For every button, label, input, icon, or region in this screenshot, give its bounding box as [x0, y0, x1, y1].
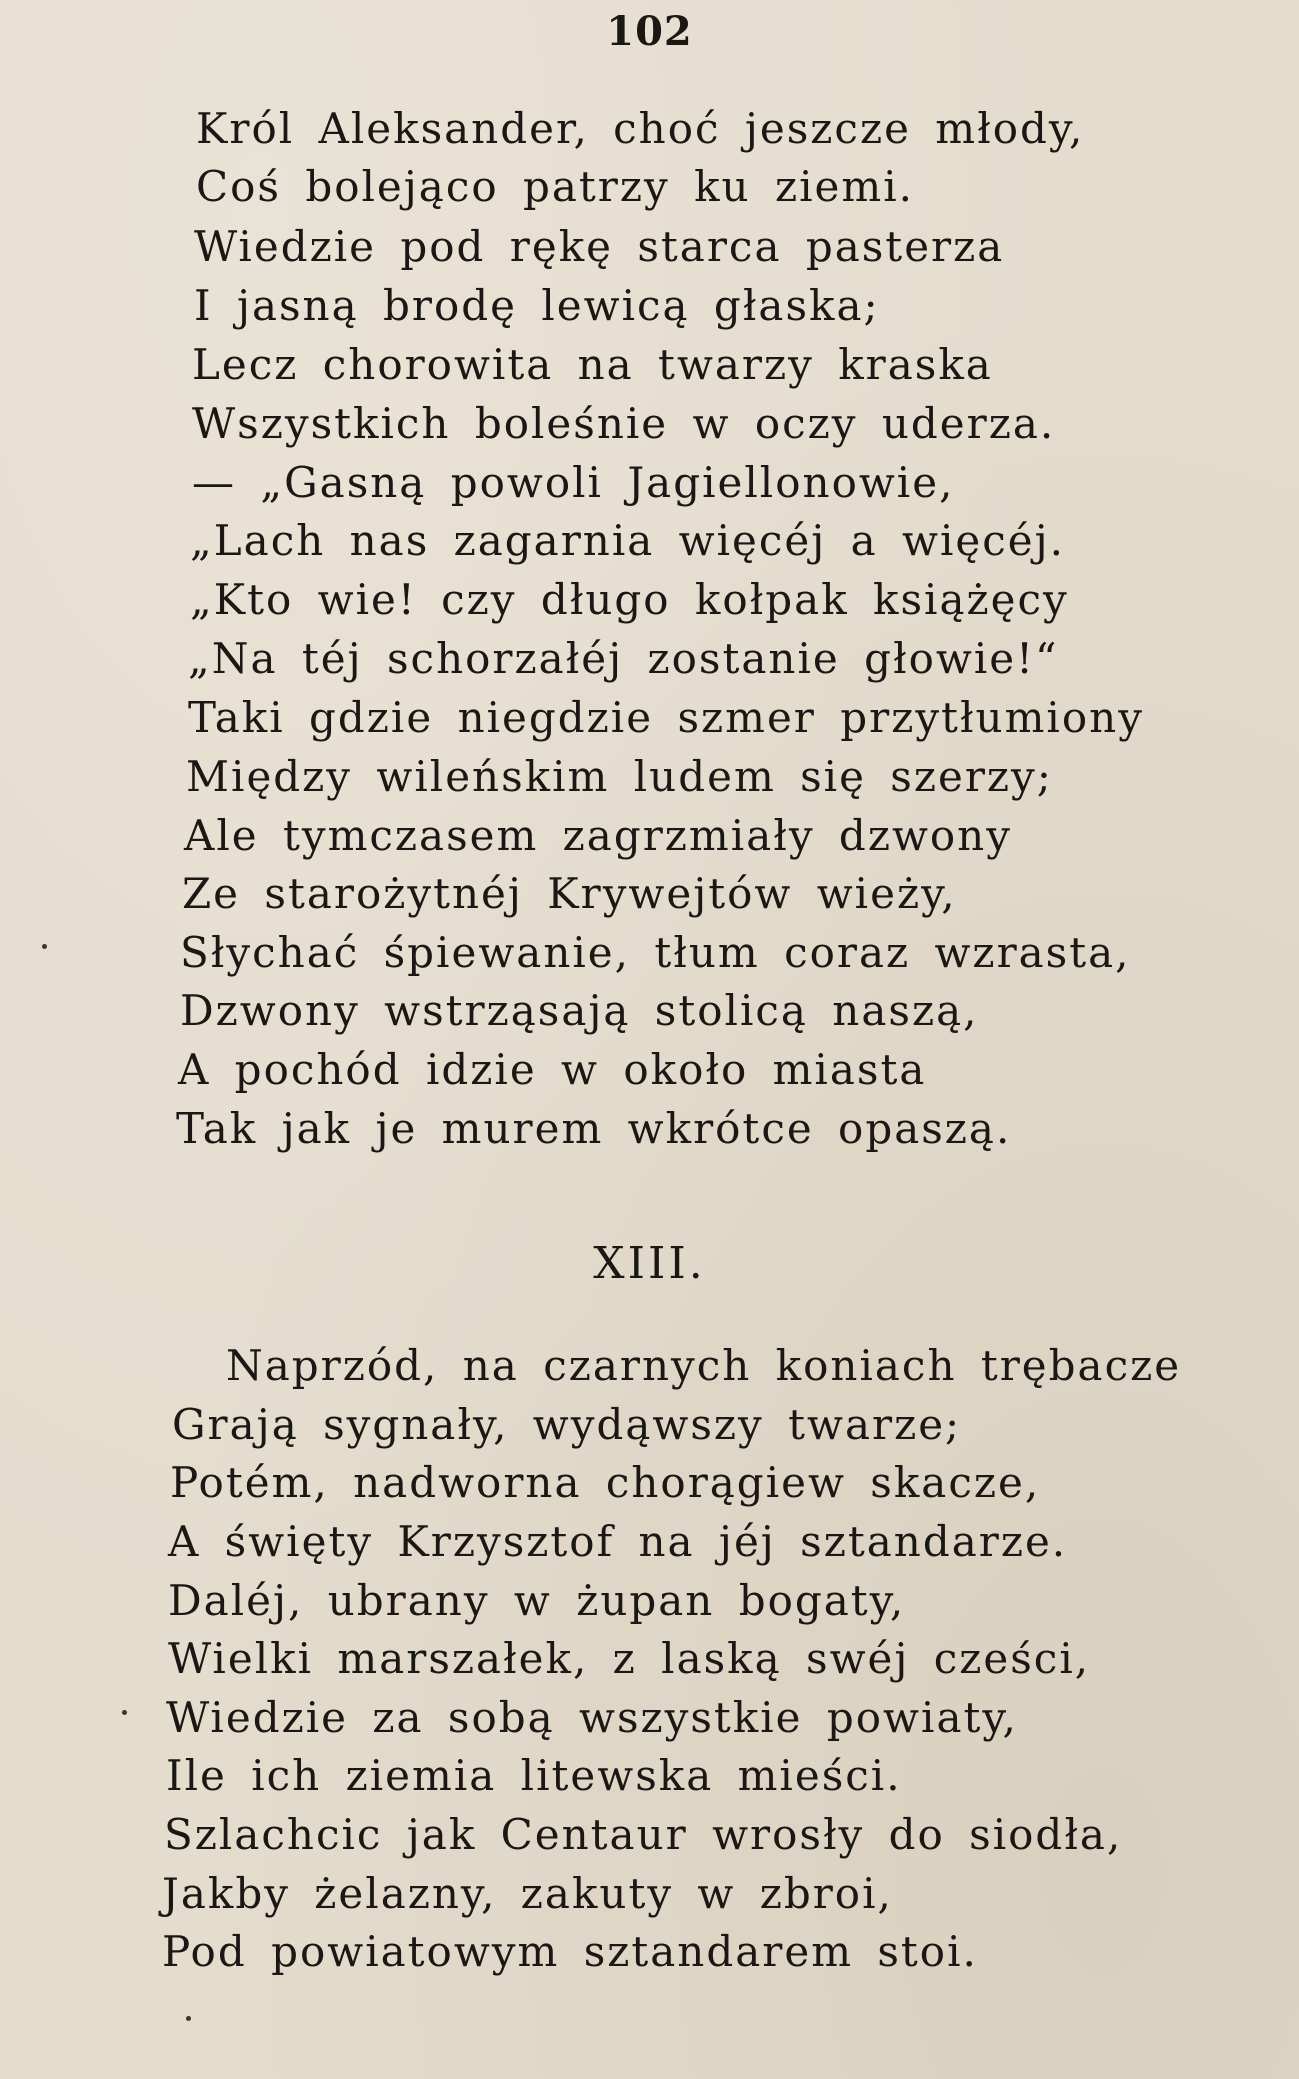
- verse-line: Dzwony wstrząsają stolicą naszą,: [180, 986, 979, 1035]
- verse-line: Szlachcic jak Centaur wrosły do siodła,: [164, 1810, 1123, 1859]
- verse-line: I jasną brodę lewicą głaska;: [194, 281, 880, 330]
- verse-line: Ile ich ziemia litewska mieści.: [166, 1751, 902, 1800]
- verse-line: Taki gdzie niegdzie szmer przytłumiony: [188, 693, 1144, 742]
- verse-line: Pod powiatowym sztandarem stoi.: [162, 1927, 978, 1976]
- verse-line: Daléj, ubrany w żupan bogaty,: [168, 1576, 906, 1625]
- paper-speck: [42, 944, 47, 949]
- verse-line: Król Aleksander, choć jeszcze młody,: [196, 104, 1085, 153]
- paper-speck: [122, 1710, 127, 1715]
- verse-line: „Lach nas zagarnia więcéj a więcéj.: [190, 516, 1066, 565]
- verse-line: Wiedzie pod rękę starca pasterza: [194, 222, 1005, 271]
- verse-line: A pochód idzie w około miasta: [178, 1045, 927, 1094]
- verse-line: „Na téj schorzałéj zostanie głowie!“: [188, 634, 1059, 683]
- verse-line: Słychać śpiewanie, tłum coraz wzrasta,: [180, 928, 1131, 977]
- paper-speck: [186, 2016, 191, 2021]
- verse-line: Wszystkich boleśnie w oczy uderza.: [192, 399, 1056, 448]
- section-heading: XIII.: [593, 1238, 706, 1289]
- verse-line: — „Gasną powoli Jagiellonowie,: [192, 458, 955, 507]
- verse-line: Jakby żelazny, zakuty w zbroi,: [162, 1869, 893, 1918]
- verse-line: Potém, nadworna chorągiew skacze,: [170, 1458, 1041, 1507]
- verse-line: Coś bolejąco patrzy ku ziemi.: [196, 162, 914, 211]
- verse-line: Lecz chorowita na twarzy kraska: [192, 340, 993, 389]
- verse-line: Między wileńskim ludem się szerzy;: [186, 752, 1053, 801]
- verse-line: Grają sygnały, wydąwszy twarze;: [172, 1400, 962, 1449]
- verse-line: Ale tymczasem zagrzmiały dzwony: [184, 811, 1012, 860]
- verse-line: Wiedzie za sobą wszystkie powiaty,: [166, 1693, 1018, 1742]
- verse-line: Naprzód, na czarnych koniach trębacze: [226, 1341, 1182, 1390]
- verse-line: Wielki marszałek, z laską swéj cześci,: [168, 1634, 1091, 1683]
- verse-line: A święty Krzysztof na jéj sztandarze.: [168, 1517, 1068, 1566]
- verse-line: Ze starożytnéj Krywejtów wieży,: [182, 869, 957, 918]
- page-number: 102: [606, 8, 693, 55]
- verse-line: „Kto wie! czy długo kołpak książęcy: [190, 575, 1069, 624]
- verse-line: Tak jak je murem wkrótce opaszą.: [176, 1104, 1012, 1153]
